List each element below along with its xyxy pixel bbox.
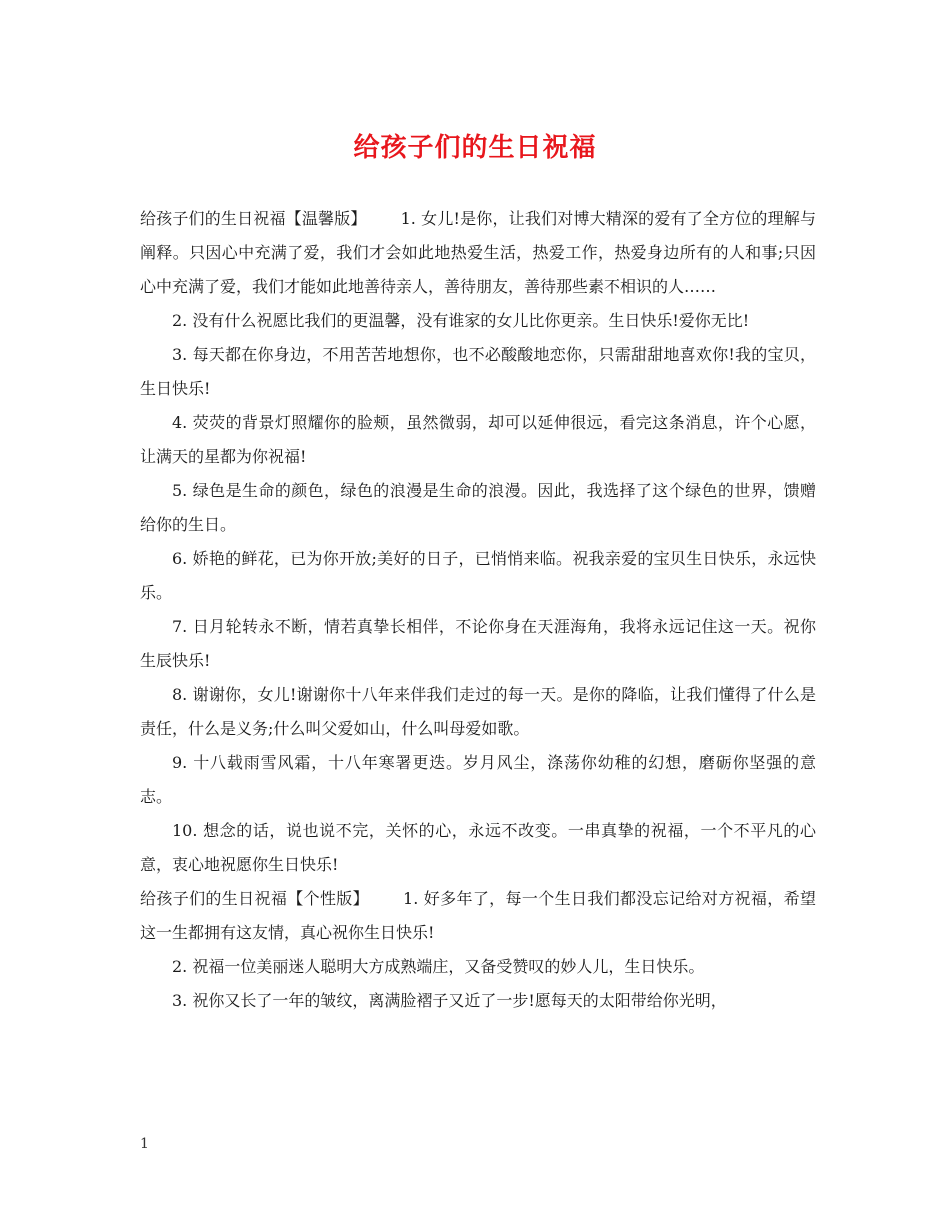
section-2-intro <box>140 882 816 950</box>
section-1-intro <box>140 202 816 304</box>
document-body <box>140 202 816 1018</box>
section-1-item-1: 1. 女儿!是你，让我们对博大精深的爱有了全方位的理解与阐释。只因心中充满了爱，我们才会如此地热爱生活，热爱工作，热爱身边所有的人和事;只因心中充满了爱，我们才能如此地善待亲人，善待朋友，善待那些素不相识的人…… <box>140 209 816 296</box>
section-1-label: 给孩子们的生日祝福【温馨版】 <box>140 209 367 228</box>
section-1-item-8: 8. 谢谢你，女儿!谢谢你十八年来伴我们走过的每一天。是你的降临，让我们懂得了什么是责任，什么是义务;什么叫父爱如山，什么叫母爱如歌。 <box>140 685 816 738</box>
section-1-item-7: 7. 日月轮转永不断，情若真挚长相伴，不论你身在天涯海角，我将永远记住这一天。祝你生辰快乐! <box>140 617 816 670</box>
section-1-item-4: 4. 荧荧的背景灯照耀你的脸颊，虽然微弱，却可以延伸很远，看完这条消息，许个心愿，让满天的星都为你祝福! <box>140 413 816 466</box>
section-2-item-3: 3. 祝你又长了一年的皱纹，离满脸褶子又近了一步!愿每天的太阳带给你光明， <box>172 991 727 1010</box>
section-1-item-2: 2. 没有什么祝愿比我们的更温馨，没有谁家的女儿比你更亲。生日快乐!爱你无比! <box>172 311 750 330</box>
section-2-item-2: 2. 祝福一位美丽迷人聪明大方成熟端庄，又备受赞叹的妙人儿，生日快乐。 <box>172 957 705 976</box>
document-title: 给孩子们的生日祝福 <box>353 133 597 163</box>
page-number: 1 <box>140 1136 149 1152</box>
section-1-item-10: 10. 想念的话，说也说不完，关怀的心，永远不改变。一串真挚的祝福，一个不平凡的心意，衷心地祝愿你生日快乐! <box>140 821 816 874</box>
section-1-item-9: 9. 十八载雨雪风霜，十八年寒署更迭。岁月风尘，涤荡你幼稚的幻想，磨砺你坚强的意志。 <box>140 753 816 806</box>
section-1-item-6: 6. 娇艳的鲜花，已为你开放;美好的日子，已悄悄来临。祝我亲爱的宝贝生日快乐，永远快乐。 <box>140 549 816 602</box>
section-1-item-3: 3. 每天都在你身边，不用苦苦地想你，也不必酸酸地恋你，只需甜甜地喜欢你!我的宝贝，生日快乐! <box>140 345 816 398</box>
section-2-label: 给孩子们的生日祝福【个性版】 <box>140 889 370 908</box>
section-1-item-5: 5. 绿色是生命的颜色，绿色的浪漫是生命的浪漫。因此，我选择了这个绿色的世界，馈赠给你的生日。 <box>140 481 816 534</box>
section-2-item-1: 1. 好多年了，每一个生日我们都没忘记给对方祝福，希望这一生都拥有这友情，真心祝你生日快乐! <box>140 889 816 942</box>
